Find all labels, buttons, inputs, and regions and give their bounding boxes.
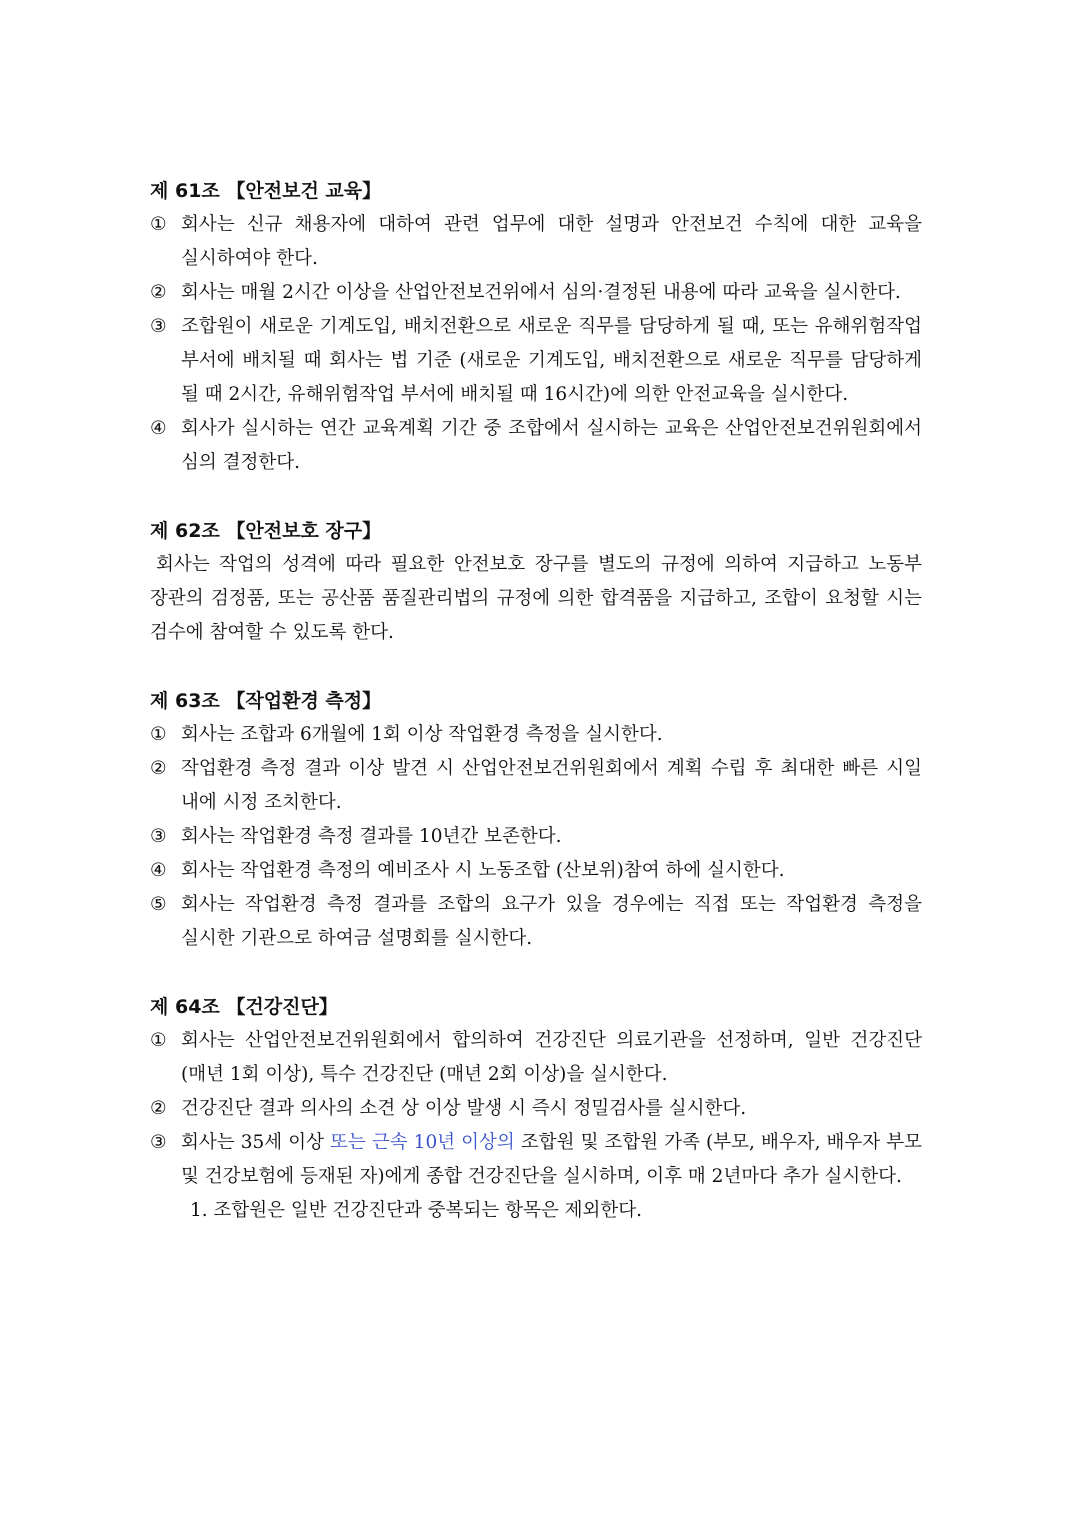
item-text: 회사는 신규 채용자에 대하여 관련 업무에 대한 설명과 안전보건 수칙에 대한 교육을 실시하여야 한다. (181, 214, 922, 269)
article-62 (150, 514, 922, 650)
list-item (150, 1092, 922, 1126)
article-63 (150, 684, 922, 956)
item-number: ② (150, 758, 167, 779)
article-64 (150, 990, 922, 1228)
list-item (150, 718, 922, 752)
item-number: ③ (150, 1132, 167, 1153)
item-number: ③ (150, 316, 167, 337)
item-text: 회사가 실시하는 연간 교육계획 기간 중 조합에서 실시하는 교육은 산업안전보건위원회에서 심의 결정한다. (181, 418, 922, 473)
item-number: ③ (150, 826, 167, 847)
item-number: ④ (150, 860, 167, 881)
item-text: 건강진단 결과 의사의 소견 상 이상 발생 시 즉시 정밀검사를 실시한다. (181, 1098, 747, 1119)
item-number: ① (150, 214, 167, 235)
article-heading: 제 61조 【안전보건 교육】 (150, 180, 382, 202)
list-item (150, 820, 922, 854)
document-page (150, 174, 922, 1262)
item-text: 회사는 작업환경 측정 결과를 10년간 보존한다. (181, 826, 562, 847)
article-heading: 제 63조 【작업환경 측정】 (150, 690, 382, 712)
list-item (150, 854, 922, 888)
item-number: ② (150, 1098, 167, 1119)
item-text: 회사는 작업환경 측정의 예비조사 시 노동조합 (산보위)참여 하에 실시한다. (181, 860, 785, 881)
item-number: ① (150, 1030, 167, 1051)
item-text: 회사는 조합과 6개월에 1회 이상 작업환경 측정을 실시한다. (181, 724, 663, 745)
item-text-part: 조합원 및 조합원 가족 (부모, 배우자, 배우자 부모 및 건강보험에 등재된 자)에게 종합 건강진단을 실시하며, 이후 매 2년마다 추가 실시한다. (181, 1132, 922, 1187)
list-item (150, 1126, 922, 1194)
item-text: 회사는 작업환경 측정 결과를 조합의 요구가 있을 경우에는 직접 또는 작업환경 측정을 실시한 기관으로 하여금 설명회를 실시한다. (181, 894, 922, 949)
list-item (150, 1024, 922, 1092)
item-text: 작업환경 측정 결과 이상 발견 시 산업안전보건위원회에서 계획 수립 후 최대한 빠른 시일 내에 시정 조치한다. (181, 758, 922, 813)
list-item (150, 888, 922, 956)
article-paragraph: 회사는 작업의 성격에 따라 필요한 안전보호 장구를 별도의 규정에 의하여 지급하고 노동부 장관의 검정품, 또는 공산품 품질관리법의 규정에 의한 합격품을 지급하고, 조합이 요청할 시는 검수에 참여할 수 있도록 한다. (150, 554, 922, 643)
item-number: ② (150, 282, 167, 303)
sub-item: 1. 조합원은 일반 건강진단과 중복되는 항목은 제외한다. (190, 1200, 642, 1221)
article-heading: 제 64조 【건강진단】 (150, 996, 338, 1018)
item-number: ④ (150, 418, 167, 439)
highlighted-text: 또는 근속 10년 이상의 (330, 1132, 515, 1153)
list-item (150, 752, 922, 820)
list-item (150, 276, 922, 310)
article-heading: 제 62조 【안전보호 장구】 (150, 520, 382, 542)
item-number: ① (150, 724, 167, 745)
item-text: 회사는 산업안전보건위원회에서 합의하여 건강진단 의료기관을 선정하며, 일반 건강진단 (매년 1회 이상), 특수 건강진단 (매년 2회 이상)을 실시한다. (181, 1030, 922, 1085)
list-item (150, 208, 922, 276)
item-number: ⑤ (150, 894, 167, 915)
list-item (150, 412, 922, 480)
list-item (150, 310, 922, 412)
item-text (181, 1126, 922, 1194)
item-text: 회사는 매월 2시간 이상을 산업안전보건위에서 심의·결정된 내용에 따라 교육을 실시한다. (181, 282, 901, 303)
item-text: 조합원이 새로운 기계도입, 배치전환으로 새로운 직무를 담당하게 될 때, 또는 유해위험작업 부서에 배치될 때 회사는 법 기준 (새로운 기계도입, 배치전환으로 새로운 직무를 담당하게 될 때 2시간, 유해위험작업 부서에 배치될 때 16시간)에 의한 안전교육을 실시한다. (181, 316, 922, 405)
article-61 (150, 174, 922, 480)
item-text-part: 회사는 35세 이상 (181, 1132, 331, 1153)
